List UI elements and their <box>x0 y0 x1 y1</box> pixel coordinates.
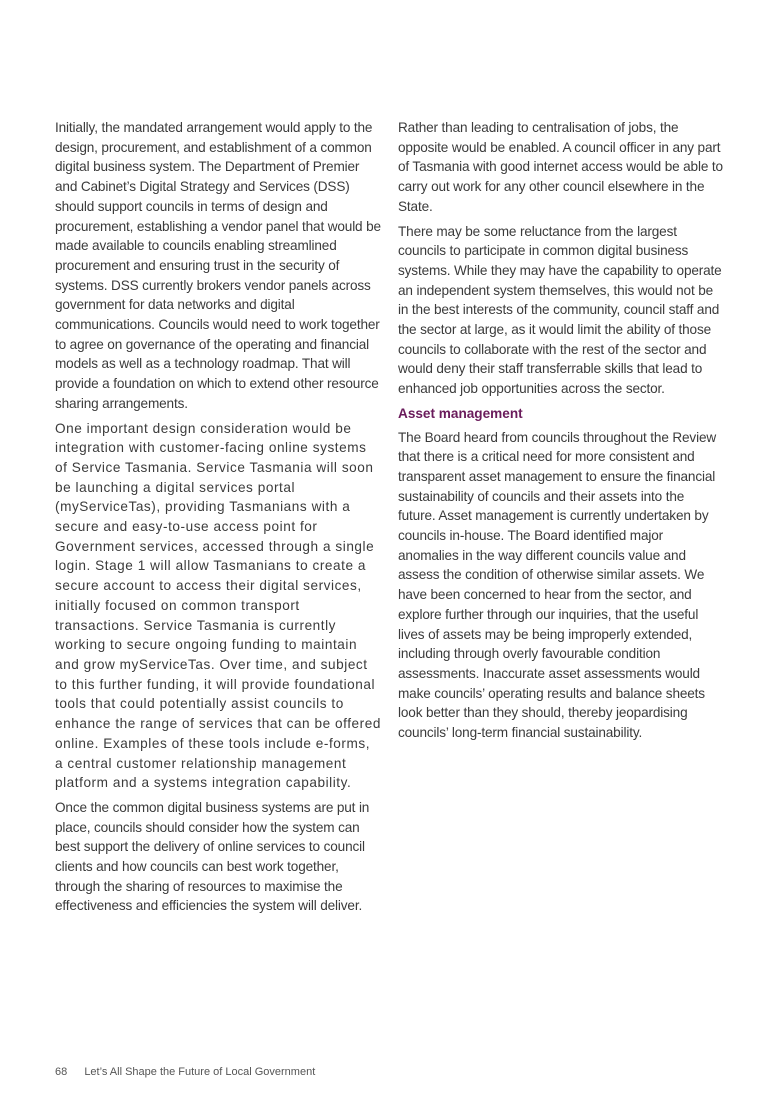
publication-title: Let’s All Shape the Future of Local Government <box>84 1066 316 1078</box>
page-number: 68 <box>55 1066 68 1078</box>
left-column <box>55 118 381 921</box>
section-heading-asset-management: Asset management <box>398 405 523 421</box>
right-column <box>398 118 724 748</box>
paragraph-service-tasmania: One important design consideration would be integration with customer-facing online systems of Service Tasmania. Service Tasmania will soon be launching a digital services portal (myServiceTas), providing Tasmanians with a secure and easy-to-use access point for Government services, accessed through a single login. Stage 1 will allow Tasmanians to create a secure account to access their digital services, initially focused on common transport transactions. Service Tasmania is currently working to secure ongoing funding to maintain and grow myServiceTas. Over time, and subject to this further funding, it will provide foundational tools that could potentially assist councils to enhance the range of services that can be offered online. Examples of these tools include e-forms, a central customer relationship management platform and a systems integration capability. <box>55 420 381 791</box>
paragraph-largest-councils: There may be some reluctance from the largest councils to participate in common digital business systems. While they may have the capability to operate an independent system themselves, this would not be in the best interests of the community, council staff and the sector at large, as it would limit the ability of those councils to collaborate with the rest of the sector and would deny their staff transferrable skills that lead to enhanced job opportunities across the sector. <box>398 223 722 397</box>
page-footer <box>55 1064 315 1080</box>
paragraph-online-services: Once the common digital business systems are put in place, councils should consider how the system can best support the delivery of online services to council clients and how councils can best work together, through the sharing of resources to maximise the effectiveness and efficiencies the system will deliver. <box>55 799 370 914</box>
paragraph-digital-business-system: Initially, the mandated arrangement would apply to the design, procurement, and establishment of a common digital business system. The Department of Premier and Cabinet’s Digital Strategy and Services (DSS) should support councils in terms of design and procurement, establishing a vendor panel that would be made available to councils enabling streamlined procurement and ensuring trust in the security of systems. DSS currently brokers vendor panels across government for data networks and digital communications. Councils would need to work together to agree on governance of the operating and financial models as well as a technology roadmap. That will provide a foundation on which to extend other resource sharing arrangements. <box>55 120 381 411</box>
paragraph-asset-management: The Board heard from councils throughout the Review that there is a critical need for more consistent and transparent asset management to ensure the financial sustainability of councils and their assets into the future. Asset management is currently undertaken by councils in-house. The Board identified major anomalies in the way different councils value and assess the condition of otherwise similar assets. We have been concerned to hear from the sector, and explore further through our inquiries, that the useful lives of assets may be being improperly extended, including through overly favourable condition assessments. Inaccurate asset assessments would make councils’ operating results and balance sheets look better than they should, thereby jeopardising councils’ long-term financial sustainability. <box>398 429 717 741</box>
paragraph-centralisation: Rather than leading to centralisation of jobs, the opposite would be enabled. A council officer in any part of Tasmania with good internet access would be able to carry out work for any other council elsewhere in the State. <box>398 120 723 214</box>
